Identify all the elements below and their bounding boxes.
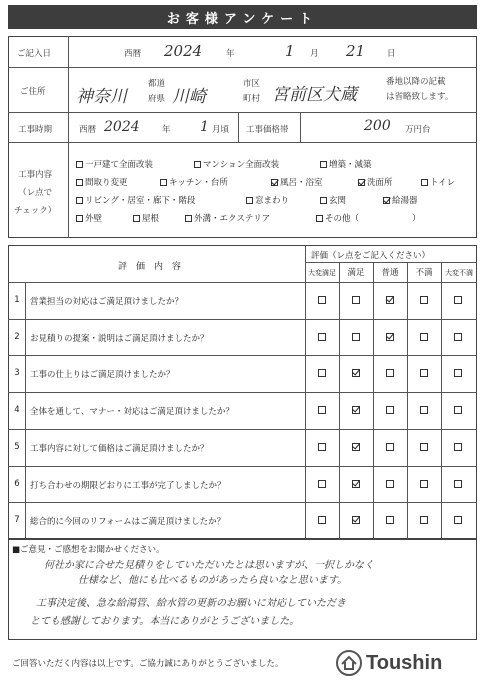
price-value: 200 <box>364 118 391 134</box>
period-year-unit: 年 <box>162 125 171 135</box>
comment-line-2: 仕様など、他にも比べるものがあったら良いなと思います。 <box>78 575 348 586</box>
question-text: 営業担当の対応はご満足頂けましたか？ <box>30 297 184 307</box>
entry-date-month: 1 <box>285 42 295 60</box>
question-number: 7 <box>14 515 20 526</box>
checkbox[interactable] <box>320 197 327 204</box>
rating-checkbox[interactable] <box>454 333 462 341</box>
content-option-label: マンション全面改装 <box>203 160 280 170</box>
content-option-label: 窓まわり <box>255 196 290 206</box>
period-year: 2024 <box>104 119 140 135</box>
rating-checkbox-checked[interactable] <box>352 480 360 488</box>
address-label: ご住所 <box>20 87 46 97</box>
rating-checkbox[interactable] <box>318 516 326 524</box>
rating-checkbox[interactable] <box>420 480 428 488</box>
question-text: 工事内容に対して価格はご満足頂けましたか？ <box>30 443 209 454</box>
rating-checkbox-checked[interactable] <box>352 369 360 377</box>
price-label: 工事価格帯 <box>246 125 289 135</box>
content-option[interactable] <box>160 176 228 188</box>
rating-checkbox[interactable] <box>386 406 394 414</box>
rating-level-header: 大変不満 <box>445 269 473 277</box>
checkbox[interactable] <box>421 179 428 186</box>
comments-label: ■ご意見・ご感想をお聞かせください。 <box>12 545 165 555</box>
question-text: 打ち合わせの期限どおりに工事が完了しましたか？ <box>30 480 226 491</box>
content-option-label: 屋根 <box>142 214 160 224</box>
content-option-label: 外溝・エクステリア <box>194 214 271 224</box>
content-option-label: トイレ <box>430 178 456 188</box>
content-option[interactable] <box>320 158 372 170</box>
checked-checkbox[interactable] <box>271 179 278 186</box>
rating-checkbox[interactable] <box>420 516 428 524</box>
question-text: 全体を通して、マナー・対応はご満足頂けましたか？ <box>30 407 234 418</box>
content-label: 工事内容 （レ点で チェック） <box>14 170 57 216</box>
checkbox[interactable] <box>194 161 201 168</box>
rating-checkbox[interactable] <box>318 333 326 341</box>
rating-checkbox[interactable] <box>420 296 428 304</box>
content-option[interactable] <box>246 194 289 206</box>
period-label: 工事時期 <box>18 125 53 135</box>
content-option[interactable] <box>76 212 102 224</box>
checkbox[interactable] <box>160 179 167 186</box>
rating-checkbox[interactable] <box>318 480 326 488</box>
address-pref-suffix: 都道 府県 <box>148 79 166 104</box>
company-logo <box>336 650 442 676</box>
content-option[interactable] <box>358 176 393 188</box>
period-month: 1 <box>200 119 209 135</box>
checked-checkbox[interactable] <box>358 179 365 186</box>
rating-checkbox[interactable] <box>454 296 462 304</box>
checkbox[interactable] <box>246 197 253 204</box>
rating-checkbox[interactable] <box>386 443 394 451</box>
content-option-label: 洗面所 <box>367 178 393 188</box>
rating-checkbox[interactable] <box>318 443 326 451</box>
content-option-label: 風呂・浴室 <box>280 178 323 188</box>
rating-level-header: 普通 <box>381 268 399 278</box>
content-option-label: 外壁 <box>85 214 103 224</box>
rating-checkbox[interactable] <box>420 369 428 377</box>
entry-date-year-unit: 年 <box>226 49 235 59</box>
comment-line-3: 工事決定後、急な給湯管、給水管の更新のお願いに対応していただき <box>36 598 346 609</box>
content-option-label: ） <box>412 214 421 224</box>
price-unit: 万円台 <box>405 125 431 135</box>
checkbox[interactable] <box>185 215 192 222</box>
content-option[interactable] <box>185 212 270 224</box>
content-option-label: 増築・減築 <box>329 160 372 170</box>
checkbox[interactable] <box>76 215 83 222</box>
rating-checkbox[interactable] <box>454 516 462 524</box>
address-city: 川崎 <box>172 87 206 107</box>
logo-text: Toushin <box>366 651 443 674</box>
content-option[interactable] <box>76 176 128 188</box>
content-option-label: 給湯器 <box>392 196 418 206</box>
comment-line-4: とても感謝しております。本当にありがとうございました。 <box>30 616 300 627</box>
address-prefecture: 神奈川 <box>76 87 127 107</box>
rating-level-header: 大変満足 <box>308 269 336 277</box>
rating-checkbox[interactable] <box>454 443 462 451</box>
question-text: お見積りの提案・説明はご満足頂けましたか？ <box>30 333 209 344</box>
content-option[interactable] <box>194 158 279 170</box>
checkbox[interactable] <box>76 161 83 168</box>
comment-line-1: 何社か家に合せた見積りをしていただいたとは思いますが、一択しかなく <box>44 560 374 571</box>
address-note: 番地以降の記載 は省略致します。 <box>386 77 454 102</box>
rating-checkbox[interactable] <box>352 333 360 341</box>
rating-checkbox[interactable] <box>318 296 326 304</box>
checkbox[interactable] <box>320 161 327 168</box>
content-option-label: リビング・居室・廊下・階段 <box>85 196 196 206</box>
content-option[interactable] <box>316 212 359 224</box>
checkbox[interactable] <box>316 215 323 222</box>
content-option[interactable] <box>76 158 153 170</box>
content-option[interactable] <box>320 194 346 206</box>
question-number: 4 <box>14 405 20 416</box>
content-option[interactable] <box>421 176 455 188</box>
checked-checkbox[interactable] <box>383 197 390 204</box>
rating-checkbox-checked[interactable] <box>352 516 360 524</box>
rating-checkbox-checked[interactable] <box>352 443 360 451</box>
period-month-unit: 月頃 <box>212 125 230 135</box>
logo-house-icon <box>336 650 362 676</box>
content-option[interactable] <box>412 212 421 224</box>
rating-header: 評価（レ点をご記入ください） <box>311 251 431 261</box>
rating-checkbox[interactable] <box>420 443 428 451</box>
entry-date-day-unit: 日 <box>387 49 396 59</box>
question-number: 1 <box>14 295 20 305</box>
rating-checkbox[interactable] <box>420 406 428 414</box>
eval-header: 評 価 内 容 <box>118 262 182 272</box>
rating-level-header: 不満 <box>415 268 433 278</box>
address-city-suffix: 市区 町村 <box>243 79 261 104</box>
content-option[interactable] <box>383 194 418 206</box>
rating-checkbox[interactable] <box>454 406 462 414</box>
question-number: 2 <box>14 331 20 342</box>
question-number: 5 <box>14 441 20 452</box>
entry-date-month-unit: 月 <box>310 49 319 59</box>
period-era: 西暦 <box>79 125 97 135</box>
rating-checkbox[interactable] <box>386 369 394 377</box>
content-option-label: 一戸建て全面改装 <box>85 160 154 170</box>
checkbox[interactable] <box>76 197 83 204</box>
question-number: 6 <box>14 478 20 489</box>
content-option-label: その他（ <box>325 214 360 224</box>
content-option-label: キッチン・台所 <box>169 178 228 188</box>
footer-text: ご回答いただく内容は以上です。ご協力誠にありがとうございました。 <box>12 659 284 669</box>
rating-checkbox[interactable] <box>454 369 462 377</box>
question-text: 総合的に今回のリフォームはご満足頂けましたか？ <box>30 517 226 528</box>
rating-level-header: 満足 <box>347 268 365 278</box>
rating-checkbox[interactable] <box>318 406 326 414</box>
rating-checkbox-checked[interactable] <box>386 296 394 304</box>
rating-checkbox[interactable] <box>386 516 394 524</box>
question-text: 工事の仕上りはご満足頂けましたか？ <box>30 370 175 381</box>
address-ward: 宮前区犬蔵 <box>272 85 357 105</box>
rating-checkbox[interactable] <box>386 480 394 488</box>
content-option[interactable] <box>76 194 195 206</box>
rating-checkbox[interactable] <box>420 333 428 341</box>
content-option[interactable] <box>133 212 159 224</box>
checkbox[interactable] <box>133 215 140 222</box>
content-option-label: 玄関 <box>329 196 347 206</box>
page-title: お客様アンケート <box>8 5 477 29</box>
entry-date-label: ご記入日 <box>17 49 52 59</box>
rating-checkbox[interactable] <box>318 369 326 377</box>
entry-date-day: 21 <box>346 42 366 60</box>
rating-checkbox-checked[interactable] <box>386 333 394 341</box>
entry-date-era: 西暦 <box>124 49 142 59</box>
checkbox[interactable] <box>76 179 83 186</box>
rating-checkbox[interactable] <box>454 480 462 488</box>
content-option[interactable] <box>271 176 323 188</box>
rating-checkbox[interactable] <box>352 296 360 304</box>
question-number: 3 <box>14 368 20 379</box>
entry-date-year: 2024 <box>164 42 203 60</box>
rating-checkbox-checked[interactable] <box>352 406 360 414</box>
content-option-label: 間取り変更 <box>85 178 128 188</box>
